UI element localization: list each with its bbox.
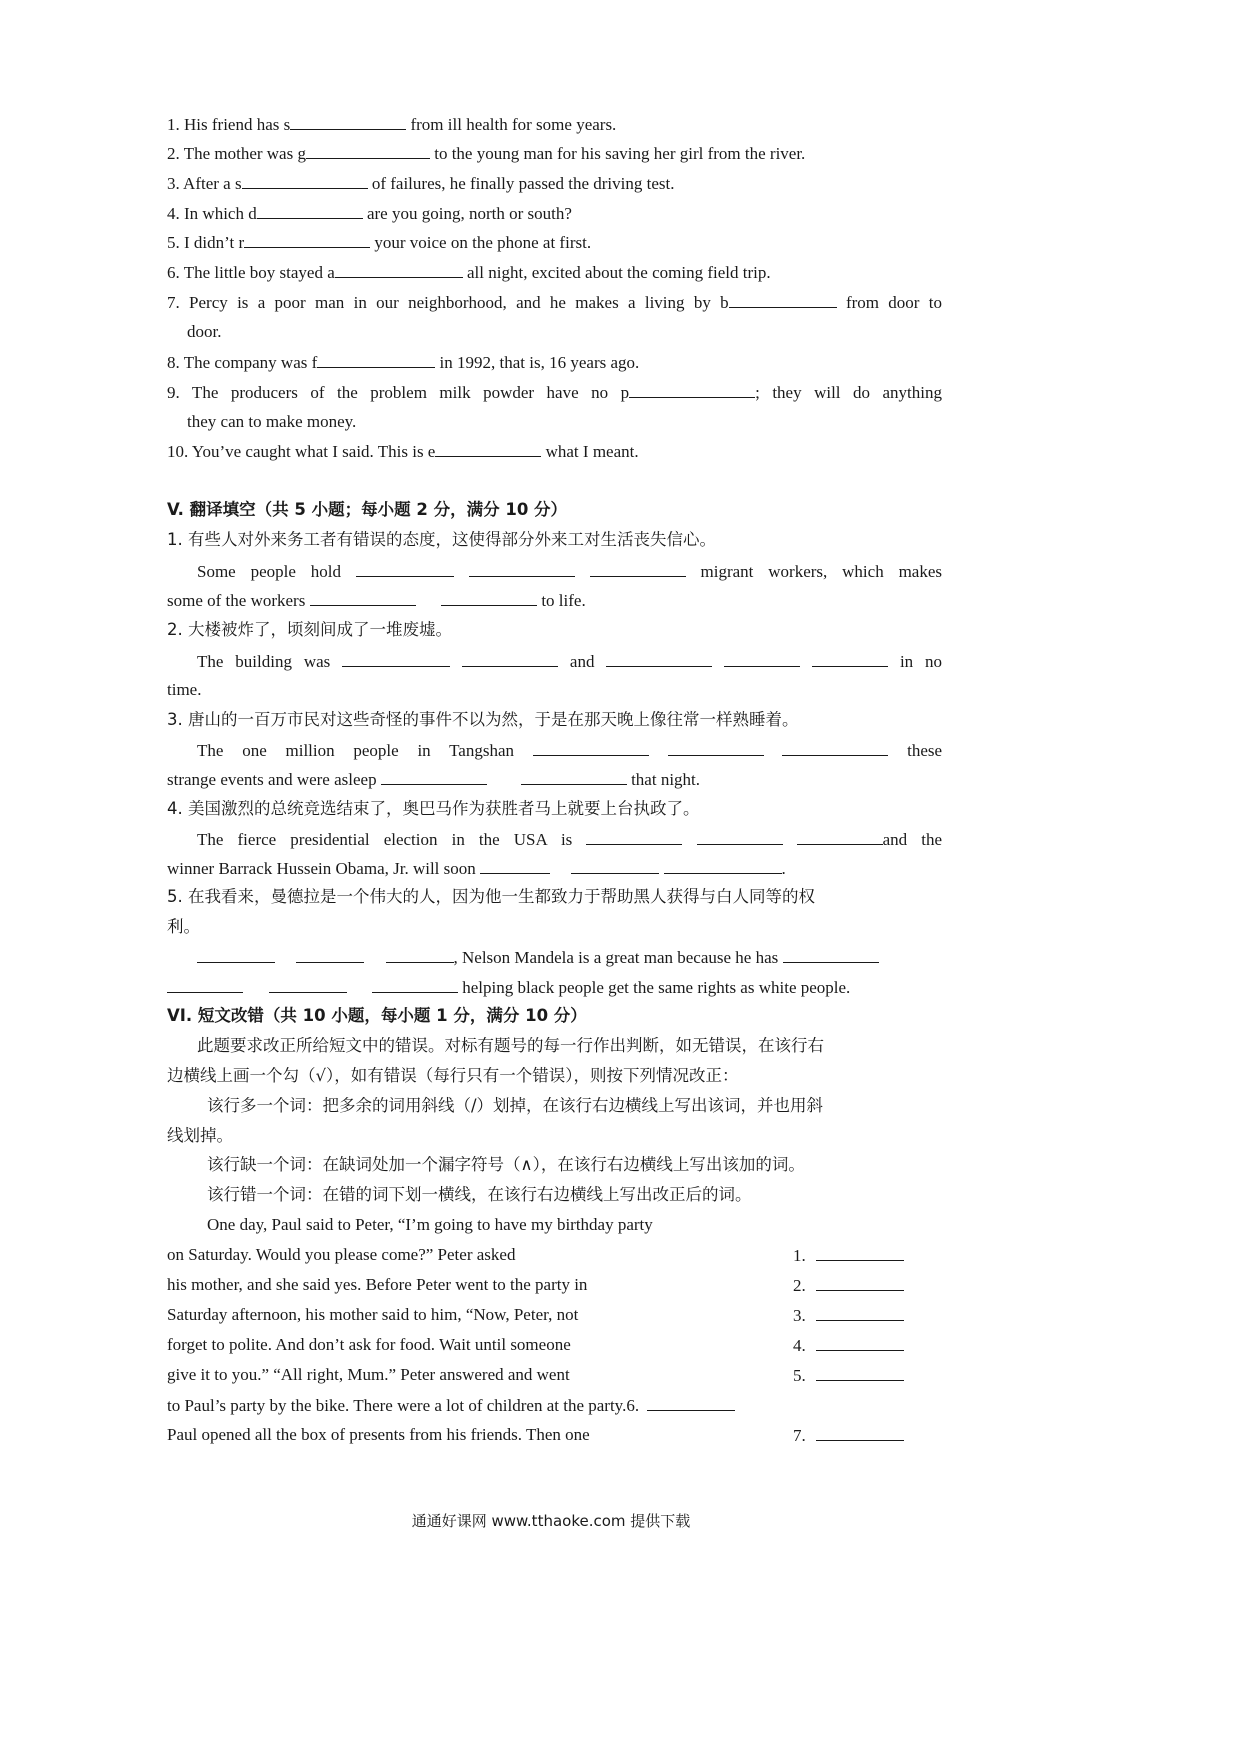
rule-wrong-word: 该行错一个词：在错的词下划一横线，在该行右边横线上写出改正后的词。: [207, 1185, 752, 1204]
answer-blank[interactable]: [317, 352, 435, 368]
answer-blank[interactable]: [296, 947, 364, 963]
answer-blank[interactable]: [257, 203, 363, 219]
answer-blank[interactable]: [244, 232, 370, 248]
passage-line: on Saturday. Would you please come?” Peter asked: [167, 1245, 516, 1264]
question-3: 3. After a s of failures, he finally passed the driving test.: [167, 174, 675, 193]
answer-blank[interactable]: [533, 740, 649, 756]
translation-2-line-1: The building was and in no: [197, 652, 943, 671]
question-7: 7. Percy is a poor man in our neighborhood, and he makes a living by b from door to: [167, 293, 942, 312]
translation-4-line-2: winner Barrack Hussein Obama, Jr. will soon .: [167, 859, 786, 878]
answer-blank[interactable]: [356, 561, 454, 577]
answer-blank[interactable]: [668, 740, 764, 756]
translation-3-chinese: 3. 唐山的一百万市民对这些奇怪的事件不以为然，于是在那天晚上像往常一样熟睡着。: [167, 710, 799, 729]
translation-3-line-2: strange events and were asleep that night.: [167, 770, 701, 789]
correction-7: 7.: [793, 1425, 904, 1446]
answer-blank[interactable]: [290, 114, 406, 130]
correction-blank[interactable]: [647, 1395, 735, 1411]
question-1: 1. His friend has s from ill health for some years.: [167, 115, 617, 134]
instructions-line-1: 此题要求改正所给短文中的错误。对标有题号的每一行作出判断，如无错误，在该行右: [197, 1036, 824, 1055]
passage-line: Saturday afternoon, his mother said to him, “Now, Peter, not: [167, 1305, 579, 1324]
answer-blank[interactable]: [386, 947, 454, 963]
answer-blank[interactable]: [521, 769, 627, 785]
answer-blank[interactable]: [342, 651, 450, 667]
translation-3-line-1: The one million people in Tangshan these: [197, 741, 943, 760]
page-footer: 通通好课网 www.tthaoke.com 提供下载: [411, 1512, 691, 1530]
answer-blank[interactable]: [812, 651, 888, 667]
question-6: 6. The little boy stayed a all night, excited about the coming field trip.: [167, 263, 771, 282]
section-v-heading: V. 翻译填空（共 5 小题；每小题 2 分，满分 10 分）: [167, 500, 568, 519]
answer-blank[interactable]: [782, 740, 888, 756]
answer-blank[interactable]: [783, 947, 879, 963]
translation-5-chinese-1: 5. 在我看来，曼德拉是一个伟大的人，因为他一生都致力于帮助黑人获得与白人同等的权: [167, 887, 815, 906]
correction-1: 1.: [793, 1245, 904, 1266]
answer-blank[interactable]: [629, 382, 755, 398]
correction-4: 4.: [793, 1335, 904, 1356]
answer-blank[interactable]: [797, 829, 883, 845]
answer-blank[interactable]: [724, 651, 800, 667]
answer-blank[interactable]: [242, 173, 368, 189]
correction-2: 2.: [793, 1275, 904, 1296]
correction-blank[interactable]: [816, 1275, 904, 1291]
answer-blank[interactable]: [167, 977, 243, 993]
answer-blank[interactable]: [197, 947, 275, 963]
passage-line: his mother, and she said yes. Before Peter went to the party in: [167, 1275, 588, 1294]
answer-blank[interactable]: [462, 651, 558, 667]
answer-blank[interactable]: [306, 143, 430, 159]
question-5: 5. I didn’t r your voice on the phone at first.: [167, 233, 592, 252]
answer-blank[interactable]: [381, 769, 487, 785]
question-9-cont: they can to make money.: [187, 412, 357, 431]
question-9: 9. The producers of the problem milk powder have no p ; they will do anything: [167, 383, 942, 402]
answer-blank[interactable]: [372, 977, 458, 993]
passage-line-6: to Paul’s party by the bike. There were a lot of children at the party.6.: [167, 1395, 942, 1416]
answer-blank[interactable]: [697, 829, 783, 845]
passage-line: give it to you.” “All right, Mum.” Peter answered and went: [167, 1365, 570, 1384]
answer-blank[interactable]: [586, 829, 682, 845]
answer-blank[interactable]: [469, 561, 575, 577]
translation-4-chinese: 4. 美国激烈的总统竞选结束了，奥巴马作为获胜者马上就要上台执政了。: [167, 799, 700, 818]
answer-blank[interactable]: [335, 262, 463, 278]
correction-blank[interactable]: [816, 1245, 904, 1261]
answer-blank[interactable]: [664, 858, 782, 874]
translation-1-line-2: some of the workers to life.: [167, 591, 586, 610]
question-8: 8. The company was f in 1992, that is, 16 years ago.: [167, 353, 640, 372]
answer-blank[interactable]: [441, 590, 537, 606]
rule-missing-word: 该行缺一个词：在缺词处加一个漏字符号（∧），在该行右边横线上写出该加的词。: [207, 1155, 805, 1174]
answer-blank[interactable]: [480, 858, 550, 874]
translation-4-line-1: The fierce presidential election in the USA is and the: [197, 830, 943, 849]
passage-line: forget to polite. And don’t ask for food. Wait until someone: [167, 1335, 571, 1354]
translation-5-chinese-2: 利。: [167, 917, 200, 936]
answer-blank[interactable]: [571, 858, 659, 874]
question-4: 4. In which d are you going, north or south?: [167, 204, 572, 223]
question-7-cont: door.: [187, 322, 222, 341]
correction-blank[interactable]: [816, 1365, 904, 1381]
rule-extra-word-cont: 线划掉。: [167, 1126, 233, 1145]
correction-blank[interactable]: [816, 1335, 904, 1351]
answer-blank[interactable]: [590, 561, 686, 577]
answer-blank[interactable]: [310, 590, 416, 606]
instructions-line-2: 边横线上画一个勾（√），如有错误（每行只有一个错误），则按下列情况改正：: [167, 1066, 739, 1085]
answer-blank[interactable]: [269, 977, 347, 993]
rule-extra-word: 该行多一个词：把多余的词用斜线（/）划掉，在该行右边横线上写出该词，并也用斜: [207, 1096, 824, 1115]
passage-line: One day, Paul said to Peter, “I’m going to have my birthday party: [207, 1215, 653, 1234]
correction-blank[interactable]: [816, 1425, 904, 1441]
translation-5-line-1: , Nelson Mandela is a great man because he has: [197, 947, 942, 968]
section-vi-heading: VI. 短文改错（共 10 小题，每小题 1 分，满分 10 分）: [167, 1006, 587, 1025]
translation-1-line-1: Some people hold migrant workers, which makes: [197, 562, 942, 581]
correction-3: 3.: [793, 1305, 904, 1326]
correction-5: 5.: [793, 1365, 904, 1386]
translation-1-chinese: 1. 有些人对外来务工者有错误的态度，这使得部分外来工对生活丧失信心。: [167, 530, 716, 549]
question-10: 10. You’ve caught what I said. This is e what I meant.: [167, 442, 639, 461]
answer-blank[interactable]: [729, 292, 837, 308]
correction-blank[interactable]: [816, 1305, 904, 1321]
answer-blank[interactable]: [435, 441, 541, 457]
translation-2-line-2: time.: [167, 680, 202, 699]
passage-line: Paul opened all the box of presents from his friends. Then one: [167, 1425, 590, 1444]
translation-2-chinese: 2. 大楼被炸了，顷刻间成了一堆废墟。: [167, 620, 452, 639]
question-2: 2. The mother was g to the young man for his saving her girl from the river.: [167, 144, 806, 163]
translation-5-line-2: helping black people get the same rights as white people.: [167, 977, 942, 998]
answer-blank[interactable]: [606, 651, 712, 667]
